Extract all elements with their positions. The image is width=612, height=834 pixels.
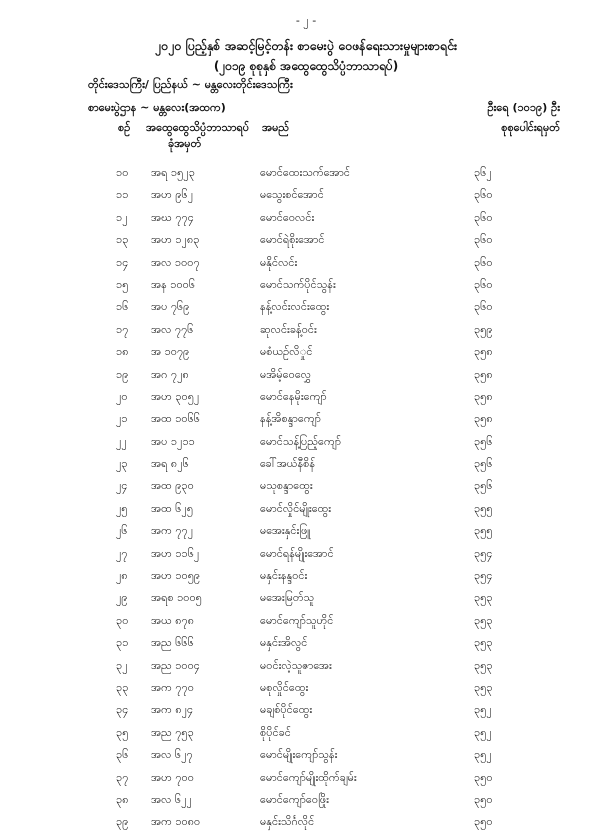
table-row [0,767,612,789]
results-table [0,162,612,834]
total-marks: ၃၆၀ [474,255,493,269]
student-name: မောင်သန့်ပြည့်ကျော် [260,434,341,448]
total-marks: ၃၅၅ [474,524,493,538]
total-marks: ၃၆၂ [474,166,492,179]
table-row [0,655,612,677]
row-number: ၂၄ [116,479,128,493]
table-row [0,498,612,520]
roll-number: အည ၇၅၃ [151,725,194,739]
table-row [0,744,612,766]
table-row [0,229,612,251]
table-row [0,386,612,408]
table-row [0,341,612,363]
total-marks: ၃၅၄ [474,546,493,560]
document-title: ၂၀၂၀ ပြည့်နှစ် အဆင့်မြင့်တန်း စာမေးပွဲ ဝေဖန်ရေးသားမှုများစာရင်း [154,38,458,53]
total-marks: ၃၅၂ [474,748,492,762]
table-row [0,252,612,274]
row-number: ၃၄ [116,703,129,717]
total-marks: ၃၅၈ [474,389,493,403]
student-name: မသုစန္ဒာထွေး [260,479,313,493]
total-marks: ၃၅၃ [474,613,493,627]
row-number: ၁၉ [116,367,129,381]
row-number: ၂၆ [116,524,128,538]
total-marks: ၃၅၈ [474,345,493,359]
total-marks: ၃၅၈ [474,367,493,381]
roll-number: အက ၈၂၄ [151,703,194,717]
roll-number: အပ ၇၆၉ [151,300,190,314]
student-name: မောင်ထေးသက်အောင် [260,166,350,179]
document-subtitle: (၂၀၁၉ စုစုနှစ် အထွေထွေသိပ္ပံဘာသာရပ်) [213,59,399,73]
student-name: စိုပိုင်ခင် [260,725,291,739]
total-marks: ၃၆၀ [474,300,493,314]
student-name: မောင်ကျော်သူဟိုင် [260,613,334,627]
roll-number: အဂ ၇၂၈ [151,367,189,381]
student-name: မောင်မျိုးကျော်သွန်း [260,748,338,762]
column-header-roll: အထွေထွေသိပ္ပံဘာသာရပ် [146,121,250,134]
row-number: ၃၅ [116,725,129,739]
table-row [0,319,612,341]
row-number: ၁၁ [116,188,129,202]
student-name: မစံယဉ်လိှုင် [260,345,313,359]
row-number: ၁၆ [116,300,129,314]
total-marks: ၃၅၀ [474,792,493,806]
total-marks: ၃၅၃ [474,591,493,605]
table-row [0,162,612,184]
table-row [0,274,612,296]
row-number: ၃၃ [116,680,129,694]
row-number: ၂၃ [116,457,128,471]
row-number: ၂၅ [116,501,128,515]
table-row [0,587,612,609]
student-name: မနှင်းအိလွင် [260,636,308,650]
roll-number: အဟ ၁၀၅၉ [151,569,201,583]
total-marks: ၃၆၀ [474,233,493,247]
table-row [0,364,612,386]
roll-number: အလ ၁၀၀၇ [151,255,200,269]
roll-number: အထ ၁၀၆၆ [151,412,200,426]
total-marks: ၃၅၂ [474,703,492,717]
row-number: ၃၆ [116,748,129,762]
table-row [0,699,612,721]
total-marks: ၃၅၃ [474,680,493,694]
roll-number: အလ ၇၇၆ [151,322,194,336]
column-header-name: အမည် [262,121,290,134]
total-marks: ၃၅၀ [474,770,493,784]
table-row [0,296,612,318]
table-row [0,789,612,811]
student-name: မနိုင်လင်း [260,255,298,269]
table-row [0,811,612,833]
table-row [0,207,612,229]
student-name: ခေါ်အယ်နီစိန် [260,457,316,471]
student-name: မဝင်းလဲ့သူဇာအေး [260,658,332,672]
row-number: ၂၉ [116,591,128,605]
roll-number: အန ၁၀၀၆ [151,277,196,291]
roll-number: အရ ၁၅၂၃ [151,166,195,179]
row-number: ၁၈ [116,345,129,359]
student-name: မောင်လှိုင်မျိုးထွေး [260,501,332,515]
total-marks: ၃၅၆ [474,457,493,471]
table-row [0,610,612,632]
student-name: မောင်ကျော်ဝေဖြိုး [260,792,329,806]
page-number: - ၂ - [295,14,317,27]
student-name: မောင်သက်ပိုင်သွန်း [260,277,336,291]
table-row [0,722,612,744]
table-row [0,408,612,430]
student-name: မောင်ကျော်မျိုးထိုက်ချမ်း [260,770,357,784]
student-name: မသွေးစင်အောင် [260,188,324,202]
student-name: မစုလှိုင်ထွေး [260,680,309,694]
row-number: ၃၉ [116,815,129,829]
student-name: မနှင်းနန္ဒဝင်း [260,569,308,583]
student-name: မချစ်ပိုင်ထွေး [260,703,313,717]
row-number: ၃၁ [116,636,129,650]
roll-number: အည ၆၆၆ [151,636,194,650]
student-name: မောင်ဝေလင်း [260,210,315,224]
roll-number: အထ ၉၃၀ [151,479,194,493]
row-number: ၁၀ [116,166,129,179]
roll-number: အဟ ၁၁၆၂ [151,546,200,560]
row-number: ၂၀ [116,389,128,403]
roll-number: အရ ၈၂၆ [151,457,189,471]
table-row [0,520,612,542]
roll-number: အဟ ၁၂၈၃ [151,233,200,247]
total-marks: ၃၅၃ [474,636,493,650]
table-row [0,632,612,654]
row-number: ၃၂ [116,658,128,672]
roll-number: အယ ၈၇၈ [151,613,195,627]
table-row [0,475,612,497]
student-name: မောင်နေမိုးကျော် [260,389,327,403]
student-name: မောင်ရဲစိုးအောင် [260,233,325,247]
row-number: ၂၇ [116,546,128,560]
total-marks: ၃၅၉ [474,322,493,336]
total-marks: ၃၅၆ [474,434,493,448]
table-row [0,565,612,587]
column-header-roll-line2: ခုံအမှတ် [168,137,202,150]
total-marks: ၃၅၆ [474,479,493,493]
table-row [0,184,612,206]
total-count-label: ဦးရေ (၁၀၁၉) ဦး [487,101,560,114]
row-number: ၃၇ [116,770,129,784]
total-marks: ၃၅၂ [474,725,492,739]
table-row [0,543,612,565]
roll-number: အက ၇၇၂ [151,524,194,538]
student-name: မအေးမြတ်သူ [260,591,315,605]
student-name: နန့်အိစန္ဒာကျော် [260,412,321,426]
roll-number: အရစ ၁၀၀၅ [151,591,202,605]
student-name: မောင်ရန်မျိုးအောင် [260,546,334,560]
total-marks: ၃၅၅ [474,501,493,515]
roll-number: အဟ ၃၀၅၂ [151,389,200,403]
row-number: ၁၅ [116,277,129,291]
row-number: ၁၇ [116,322,129,336]
roll-number: အက ၁၀၈၀ [151,815,201,829]
column-header-marks: စုစုပေါင်းရမှတ် [501,121,560,134]
roll-number: အဟ ၇၀၀ [151,770,194,784]
student-name: မအိမ့်ဝေလွှေ [260,367,312,381]
student-name: မနှင်းသိင်္ဂလိုင် [260,815,315,829]
row-number: ၃၀ [116,613,129,627]
roll-number: အဃ ၇၇၄ [151,210,194,224]
roll-number: အလ ၆၂၇ [151,748,193,762]
row-number: ၃၈ [116,792,129,806]
student-name: နန့်လင်းလင်းထွေး [260,300,330,314]
total-marks: ၃၅၈ [474,412,493,426]
student-name: မအေးနှင်းဖြူ [260,524,311,538]
row-number: ၁၃ [116,233,129,247]
region-label: တိုင်းဒေသကြီး/ ပြည်နယ် ~ မန္တလေးတိုင်းဒေသကြီး [88,78,293,91]
row-number: ၂၈ [116,569,128,583]
roll-number: အလ ၆၂၂ [151,792,192,806]
roll-number: အထ ၆၂၅ [151,501,194,515]
row-number: ၂၂ [116,434,127,448]
total-marks: ၃၆၀ [474,277,493,291]
row-number: ၂၁ [116,412,128,426]
table-row [0,677,612,699]
total-marks: ၃၅၀ [474,815,493,829]
table-row [0,453,612,475]
roll-number: အည ၁၀၀၄ [151,658,200,672]
roll-number: အပ ၁၂၁၁ [151,434,195,448]
total-marks: ၃၆၀ [474,210,493,224]
roll-number: အ ၁၀၇၉ [151,345,190,359]
total-marks: ၃၅၄ [474,569,493,583]
total-marks: ၃၆၀ [474,188,493,202]
table-row [0,431,612,453]
student-name: ဆုလင်းခန့်ဝင်း [260,322,317,336]
exam-center-label: စာမေးပွဲဌာန ~ မန္တလေး(အထက) [88,101,226,114]
row-number: ၁၂ [116,210,128,224]
roll-number: အက ၇၇၀ [151,680,194,694]
total-marks: ၃၅၃ [474,658,493,672]
row-number: ၁၄ [116,255,129,269]
roll-number: အဟ ၉၆၂ [151,188,194,202]
column-header-no: စဉ် [118,121,131,134]
